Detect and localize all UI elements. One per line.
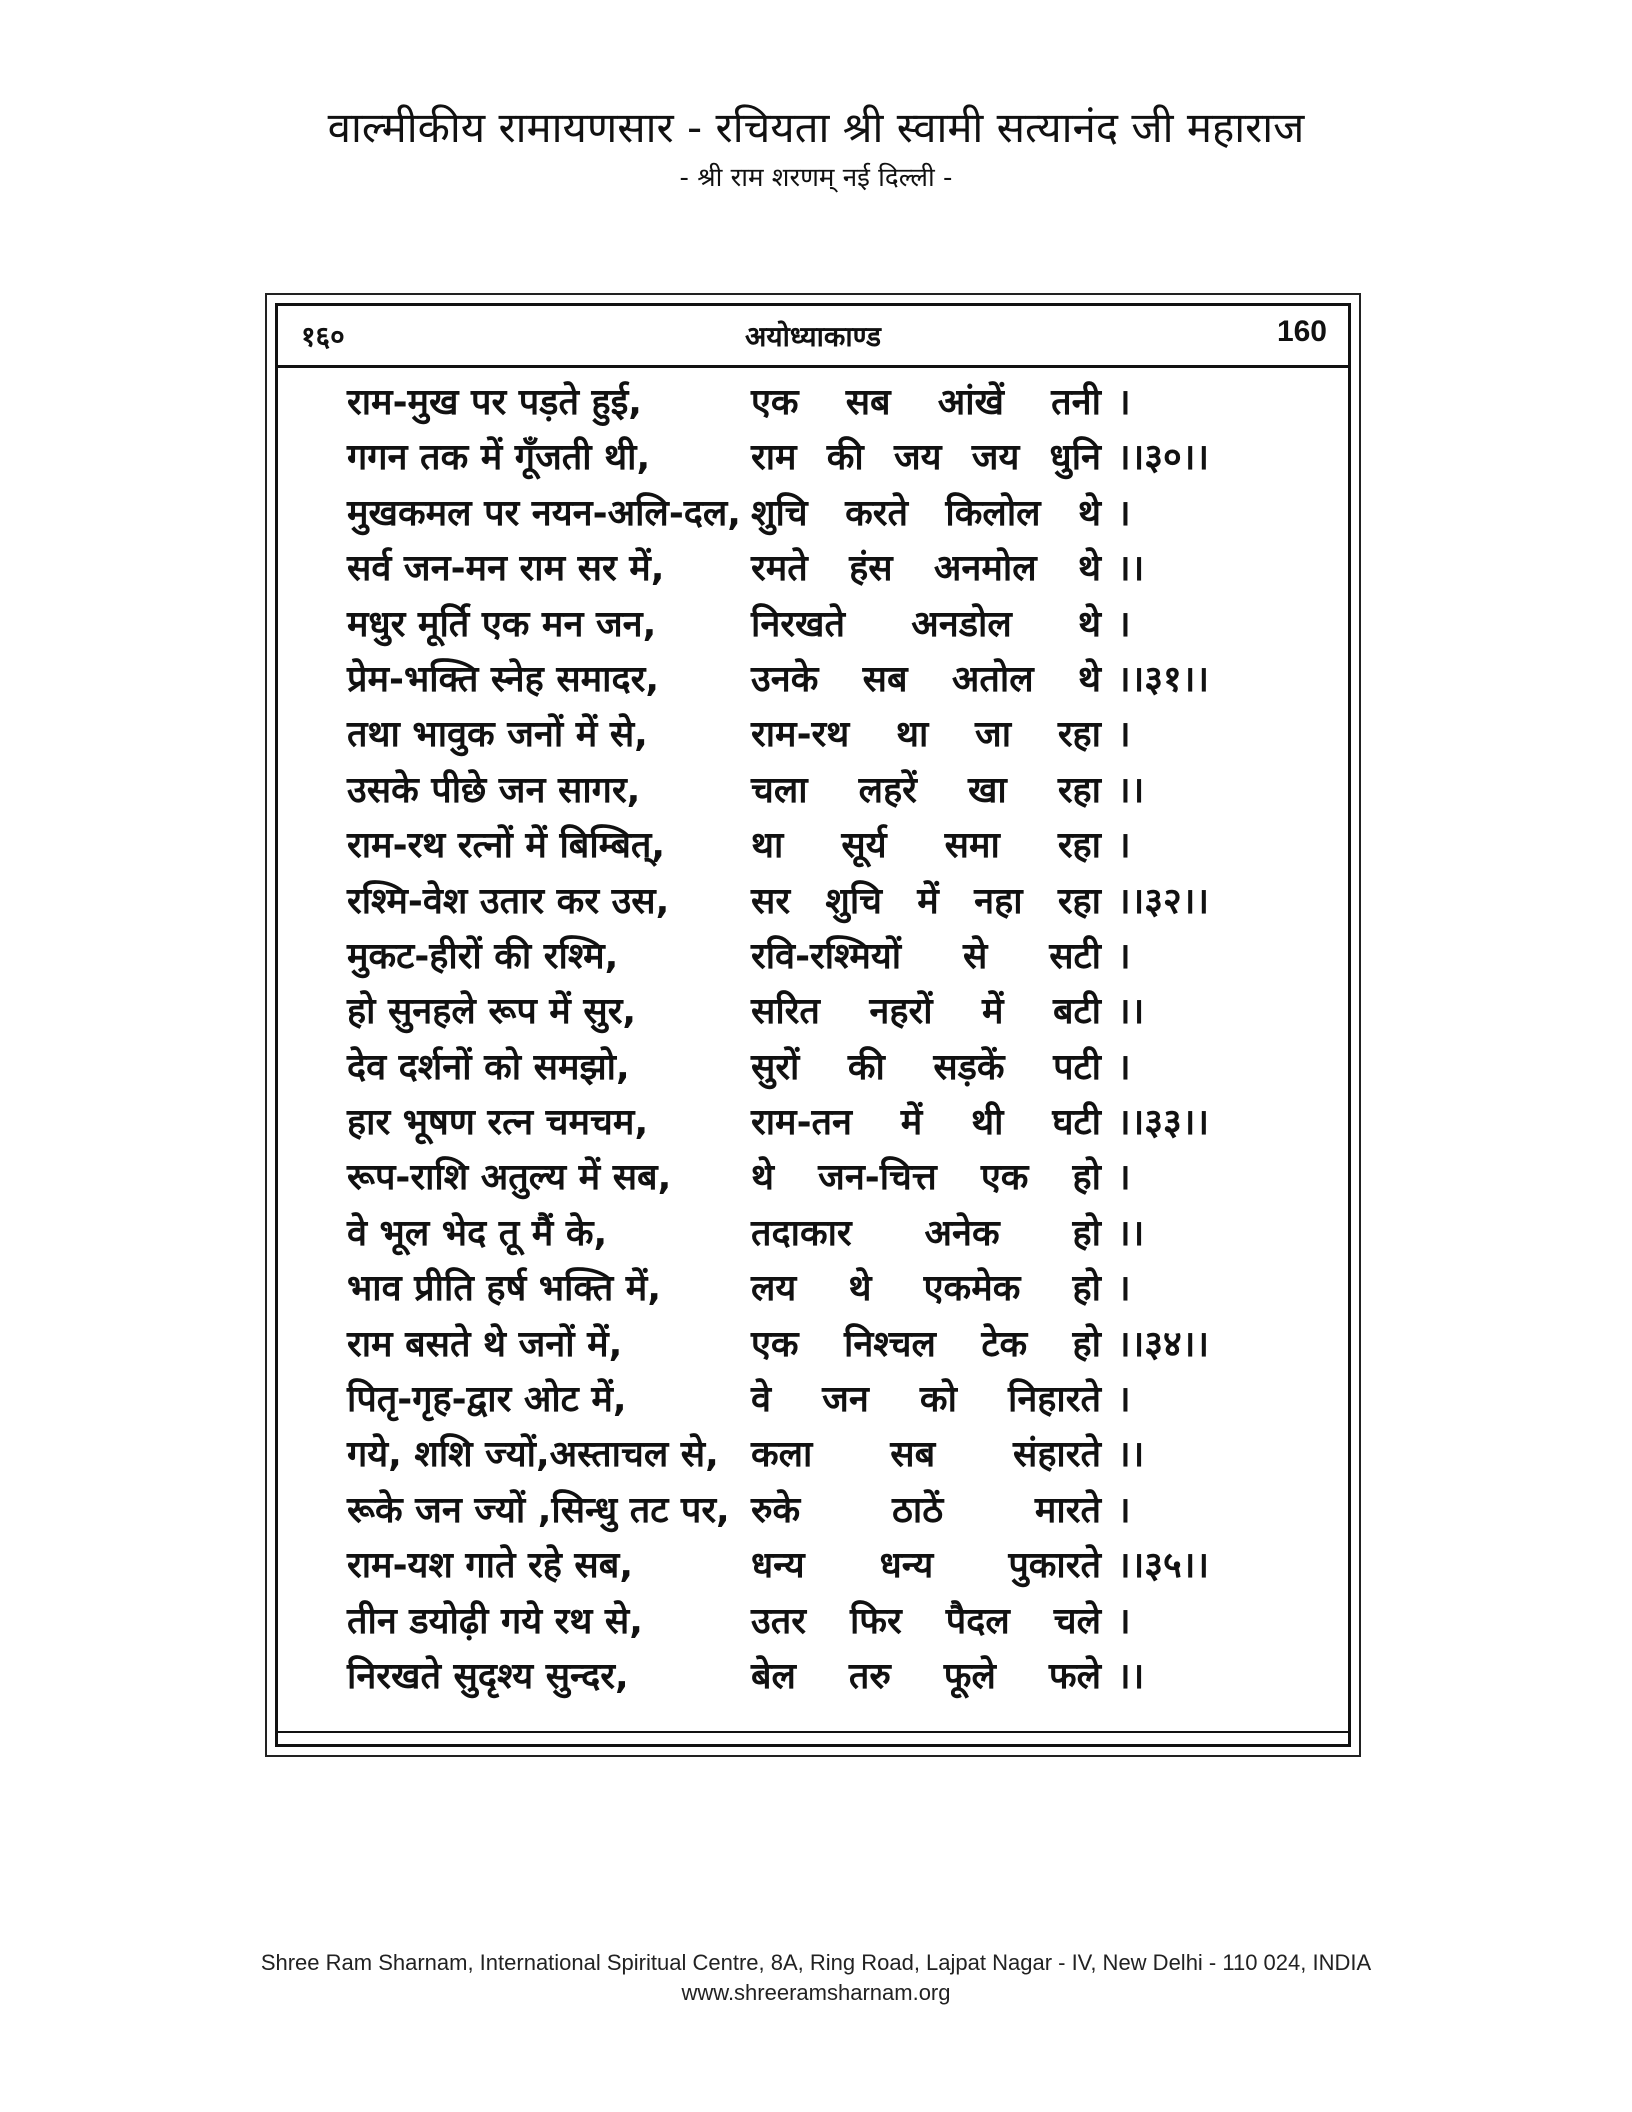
verse-first-half: निरखते सुदृश्य सुन्दर,	[347, 1655, 629, 1697]
footer-address: Shree Ram Sharnam, International Spiritual Centre, 8A, Ring Road, Lajpat Nagar - IV, New Delhi - 110 024, INDIA	[260, 1950, 1372, 1975]
verse-second-half: निरखते अनडोल थे	[751, 603, 1101, 645]
verse-second-half: उनके सब अतोल थे	[751, 658, 1101, 700]
verse-first-half: वे भूल भेद तू मैं के,	[347, 1212, 608, 1254]
verse-end-mark: ।।३०।।	[1117, 437, 1210, 479]
verse-line	[347, 430, 1307, 485]
verse-end-mark: ।	[1117, 1046, 1131, 1088]
verse-second-half: धन्य धन्य पुकारते	[751, 1545, 1101, 1587]
verse-line	[347, 763, 1307, 818]
verse-second-half: चला लहरें खा रहा	[751, 769, 1101, 811]
verse-line	[347, 1649, 1307, 1704]
verse-line	[347, 1206, 1307, 1261]
verse-first-half: गगन तक में गूँजती थी,	[347, 437, 651, 479]
verse-end-mark: ।।३५।।	[1117, 1545, 1210, 1587]
verse-second-half: एक सब आंखें तनी	[751, 382, 1101, 423]
verse-second-half: कला सब संहारते	[751, 1434, 1101, 1476]
section-title: अयोध्याकाण्ड	[745, 320, 881, 353]
frame-bottom-divider	[275, 1731, 1351, 1733]
verse-first-half: गये, शशि ज्यों,अस्ताचल से,	[347, 1434, 719, 1476]
verse-line	[347, 929, 1307, 984]
verse-line	[347, 1594, 1307, 1649]
verse-end-mark: ।।	[1117, 1434, 1145, 1476]
verse-first-half: तीन डयोढ़ी गये रथ से,	[347, 1600, 643, 1642]
verse-first-half: मुखकमल पर नयन-अलि-दल,	[347, 492, 741, 534]
verse-line	[347, 375, 1307, 430]
header-subtitle: - श्री राम शरणम् नई दिल्ली -	[679, 163, 953, 193]
verse-end-mark: ।	[1117, 1379, 1131, 1421]
verse-second-half: राम की जय जय धुनि	[751, 437, 1101, 479]
verse-first-half: उसके पीछे जन सागर,	[347, 769, 641, 811]
verse-first-half: रश्मि-वेश उतार कर उस,	[347, 880, 670, 922]
verse-block	[347, 375, 1307, 1704]
page-number-hindi: १६०	[301, 320, 345, 353]
verse-line	[347, 874, 1307, 929]
verse-first-half: भाव प्रीति हर्ष भक्ति में,	[347, 1268, 662, 1310]
verse-second-half: सुरों की सड़कें पटी	[751, 1046, 1101, 1088]
verse-second-half: राम-तन में थी घटी	[751, 1102, 1101, 1144]
verse-line	[347, 1261, 1307, 1316]
verse-end-mark: ।।	[1117, 1655, 1145, 1697]
verse-line	[347, 597, 1307, 652]
verse-second-half: राम-रथ था जा रहा	[751, 714, 1101, 756]
verse-first-half: राम-रथ रत्नों में बिम्बित्,	[347, 825, 666, 867]
verse-line	[347, 486, 1307, 541]
verse-end-mark: ।	[1117, 714, 1131, 756]
verse-end-mark: ।	[1117, 382, 1131, 423]
verse-line	[347, 1095, 1307, 1150]
verse-line	[347, 1483, 1307, 1538]
verse-end-mark: ।	[1117, 935, 1131, 977]
verse-first-half: देव दर्शनों को समझो,	[347, 1046, 630, 1088]
verse-end-mark: ।।३४।।	[1117, 1323, 1210, 1365]
verse-line	[347, 541, 1307, 596]
verse-first-half: राम बसते थे जनों में,	[347, 1323, 623, 1365]
header-title: वाल्मीकीय रामायणसार - रचियता श्री स्वामी सत्यानंद जी महाराज	[327, 103, 1305, 152]
verse-end-mark: ।।	[1117, 769, 1145, 811]
verse-first-half: रूप-राशि अतुल्य में सब,	[347, 1157, 672, 1199]
verse-end-mark: ।	[1117, 1489, 1131, 1531]
footer-website: www.shreeramsharnam.org	[681, 1980, 951, 2005]
verse-second-half: सरित नहरों में बटी	[751, 991, 1101, 1033]
verse-line	[347, 652, 1307, 707]
verse-second-half: रवि-रश्मियों से सटी	[751, 935, 1101, 977]
verse-first-half: राम-मुख पर पड़ते हुई,	[347, 382, 642, 423]
verse-second-half: वे जन को निहारते	[751, 1379, 1101, 1421]
verse-line	[347, 1427, 1307, 1482]
verse-line	[347, 1040, 1307, 1095]
verse-end-mark: ।	[1117, 1600, 1131, 1642]
verse-end-mark: ।।	[1117, 1212, 1145, 1254]
page-header	[0, 100, 1632, 198]
heading-divider	[275, 365, 1351, 368]
page-heading-row	[291, 313, 1335, 361]
verse-end-mark: ।।	[1117, 548, 1145, 590]
verse-end-mark: ।।	[1117, 991, 1145, 1033]
verse-first-half: हो सुनहले रूप में सुर,	[347, 991, 637, 1033]
verse-end-mark: ।।३३।।	[1117, 1102, 1210, 1144]
verse-second-half: रमते हंस अनमोल थे	[751, 548, 1101, 590]
verse-second-half: सर शुचि में नहा रहा	[751, 880, 1101, 922]
verse-line	[347, 1538, 1307, 1593]
verse-first-half: सर्व जन-मन राम सर में,	[347, 548, 665, 590]
verse-end-mark: ।।३१।।	[1117, 658, 1210, 700]
verse-first-half: तथा भावुक जनों में से,	[347, 714, 648, 756]
verse-end-mark: ।	[1117, 1157, 1131, 1199]
page-number: 160	[1276, 315, 1327, 348]
verse-second-half: शुचि करते किलोल थे	[751, 492, 1101, 534]
verse-line	[347, 1150, 1307, 1205]
verse-first-half: प्रेम-भक्ति स्नेह समादर,	[347, 658, 660, 700]
verse-line	[347, 707, 1307, 762]
verse-second-half: रुके ठाठें मारते	[751, 1489, 1101, 1531]
verse-second-half: उतर फिर पैदल चले	[751, 1600, 1101, 1642]
verse-first-half: मुकट-हीरों की रश्मि,	[347, 935, 619, 977]
verse-line	[347, 984, 1307, 1039]
verse-second-half: एक निश्चल टेक हो	[751, 1323, 1101, 1365]
verse-second-half: लय थे एकमेक हो	[751, 1268, 1101, 1310]
verse-line	[347, 1372, 1307, 1427]
verse-second-half: थे जन-चित्त एक हो	[751, 1157, 1101, 1199]
verse-second-half: बेल तरु फूले फले	[751, 1655, 1101, 1697]
verse-first-half: रूके जन ज्यों ,सिन्धु तट पर,	[347, 1489, 730, 1531]
verse-first-half: राम-यश गाते रहे सब,	[347, 1545, 633, 1587]
page-footer	[0, 1948, 1632, 2008]
verse-first-half: मधुर मूर्ति एक मन जन,	[347, 603, 657, 645]
verse-line	[347, 1317, 1307, 1372]
text-frame	[265, 293, 1361, 1757]
verse-second-half: तदाकार अनेक हो	[751, 1212, 1101, 1254]
verse-first-half: पितृ-गृह-द्वार ओट में,	[347, 1379, 627, 1421]
verse-end-mark: ।	[1117, 603, 1131, 645]
verse-first-half: हार भूषण रत्न चमचम,	[347, 1102, 649, 1144]
verse-line	[347, 818, 1307, 873]
verse-end-mark: ।	[1117, 1268, 1131, 1310]
verse-end-mark: ।।३२।।	[1117, 880, 1210, 922]
verse-end-mark: ।	[1117, 492, 1131, 534]
verse-second-half: था सूर्य समा रहा	[751, 825, 1101, 867]
verse-end-mark: ।	[1117, 825, 1131, 867]
